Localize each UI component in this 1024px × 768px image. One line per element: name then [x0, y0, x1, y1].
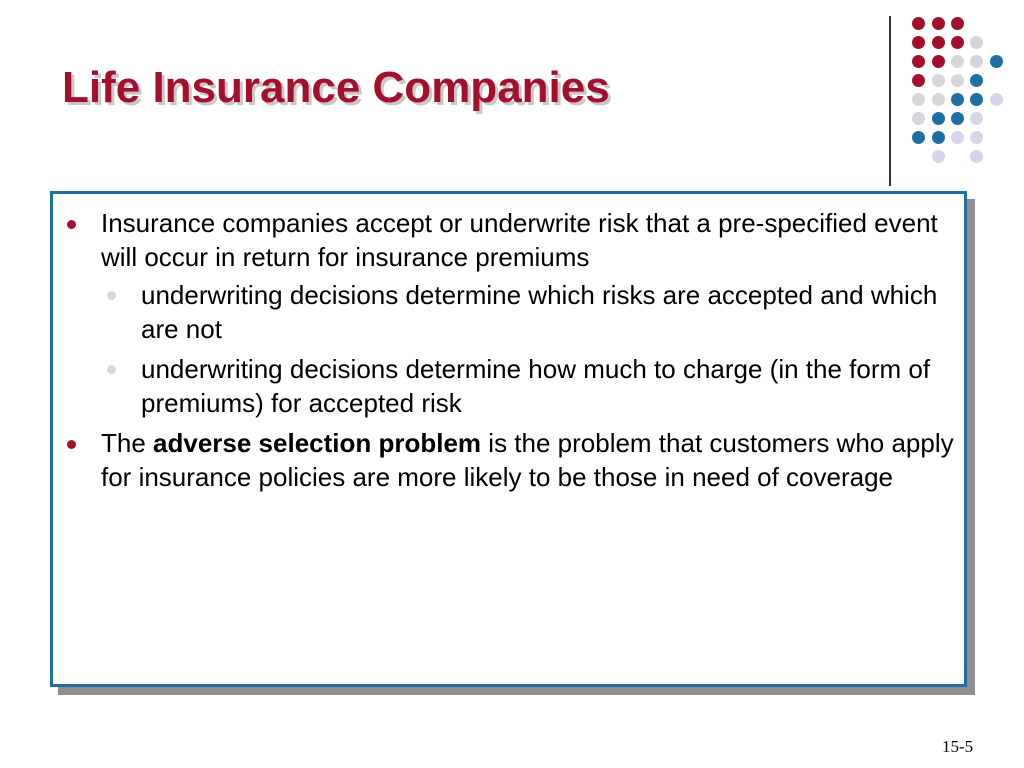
decorative-dot: [932, 93, 945, 106]
decorative-dot: [932, 36, 945, 49]
decorative-dot: [970, 93, 983, 106]
decorative-dot: [951, 74, 964, 87]
decorative-dot: [951, 55, 964, 68]
decorative-dot: [970, 131, 983, 144]
decorative-dot: [970, 150, 983, 163]
decorative-dot: [912, 93, 925, 106]
bullet-item: [101, 206, 954, 274]
decorative-dot: [970, 112, 983, 125]
decorative-dot: [970, 55, 983, 68]
decorative-dot: [970, 36, 983, 49]
decorative-dot: [912, 112, 925, 125]
decorative-dot: [932, 17, 945, 30]
decorative-dot: [932, 74, 945, 87]
decorative-dot: [912, 55, 925, 68]
decorative-dot: [932, 112, 945, 125]
sub-bullet-dot-icon: [107, 291, 116, 300]
decorative-dot-grid: [0, 0, 1024, 200]
page-number: 15-5: [942, 737, 974, 756]
sub-bullet-item: [141, 352, 954, 420]
content-box: [50, 191, 967, 687]
bullet-item: [101, 426, 954, 494]
bullet-text: Insurance companies accept or underwrite risk that a pre-specified event will occur in return for insurance premiums: [101, 208, 938, 272]
bullet-text-suffix: is the problem that customers who apply for insurance policies are more likely to be those in need of coverage: [101, 428, 954, 492]
decorative-dot: [932, 131, 945, 144]
decorative-dot: [951, 93, 964, 106]
decorative-dot: [970, 74, 983, 87]
decorative-dot: [912, 17, 925, 30]
decorative-dot: [951, 36, 964, 49]
sub-bullet-dot-icon: [107, 365, 116, 374]
decorative-dot: [951, 17, 964, 30]
decorative-dot: [912, 36, 925, 49]
decorative-dot: [990, 93, 1003, 106]
sub-bullet-text: underwriting decisions determine which risks are accepted and which are not: [141, 280, 938, 344]
decorative-dot: [990, 55, 1003, 68]
bullet-dot-icon: [67, 220, 76, 229]
decorative-dot: [912, 74, 925, 87]
decorative-dot: [951, 131, 964, 144]
sub-bullet-item: [141, 278, 954, 346]
decorative-dot: [932, 55, 945, 68]
decorative-dot: [951, 112, 964, 125]
decorative-dot: [932, 150, 945, 163]
slide-title: Life Insurance Companies: [62, 63, 610, 112]
sub-bullet-text: underwriting decisions determine how much to charge (in the form of premiums) for accepted risk: [141, 354, 931, 418]
decorative-dot: [912, 131, 925, 144]
bullet-dot-icon: [67, 440, 76, 449]
bullet-text-prefix: The: [101, 428, 154, 458]
bullet-bold-term: adverse selection problem: [153, 428, 482, 458]
